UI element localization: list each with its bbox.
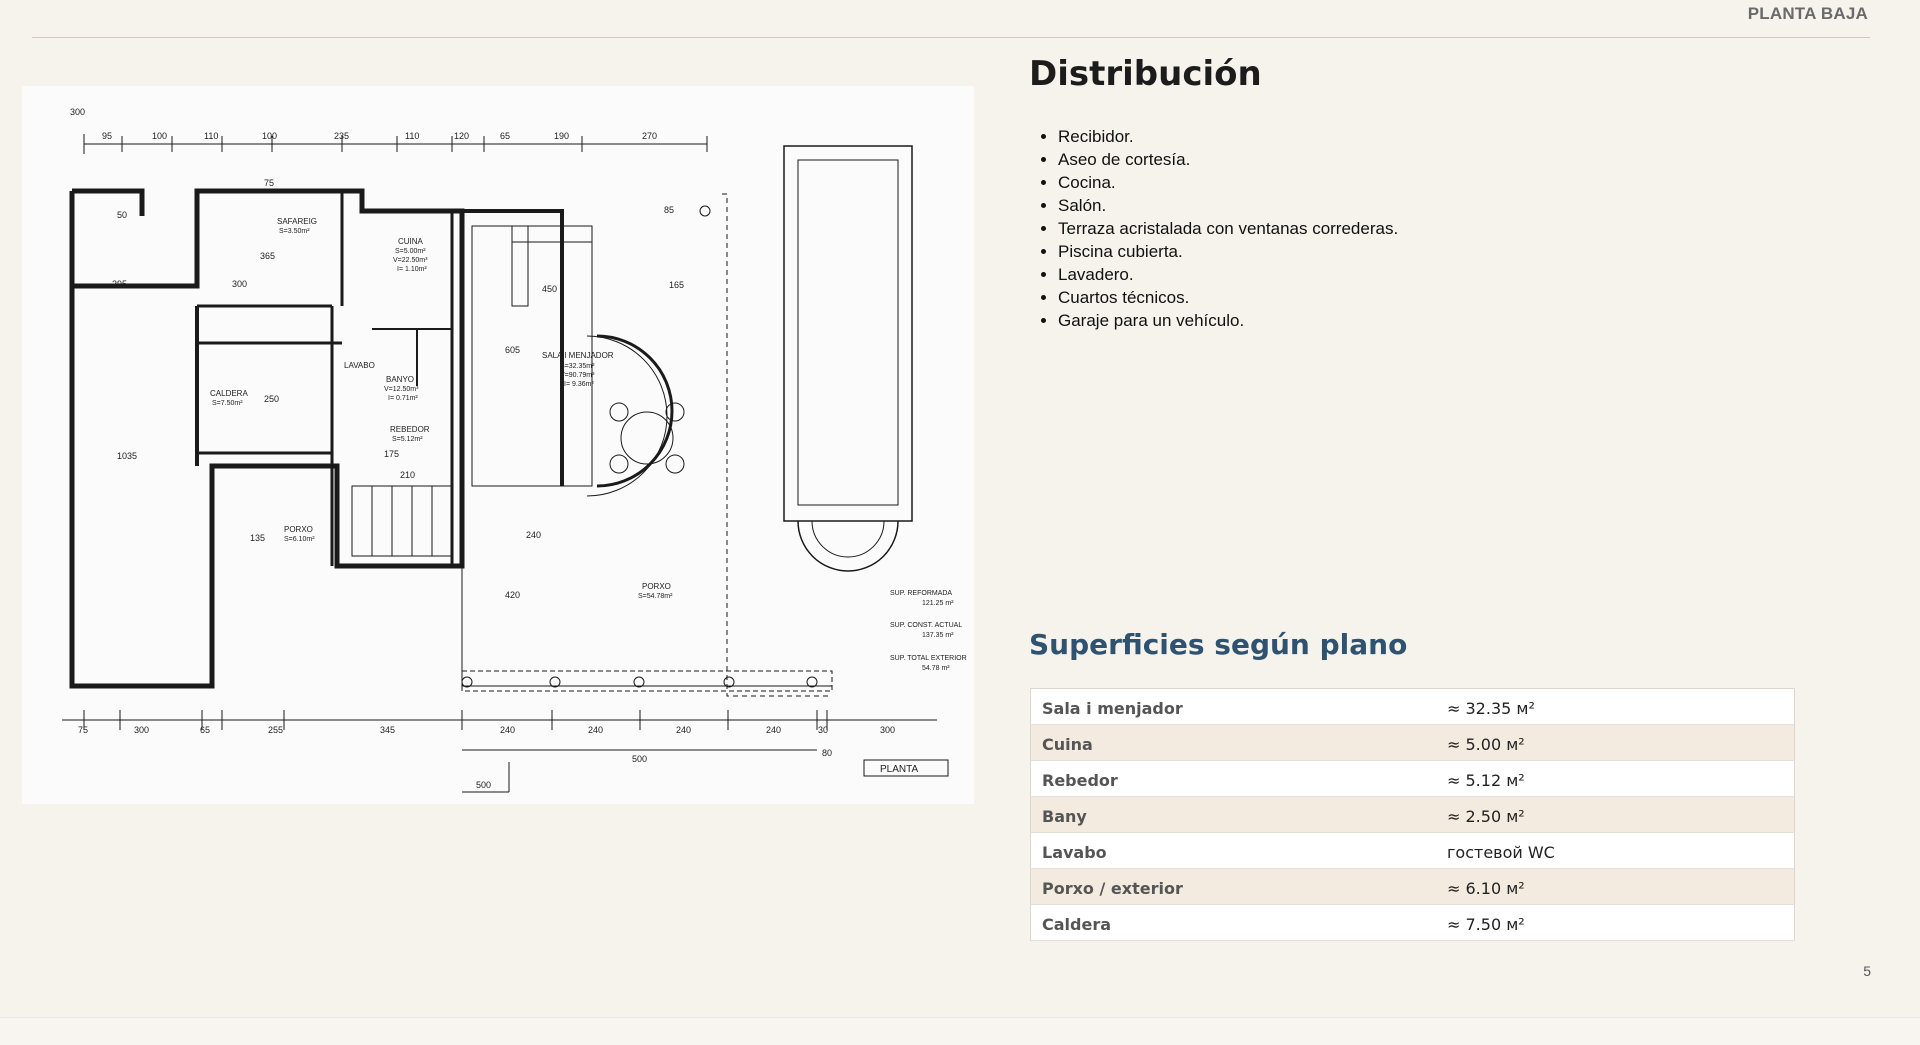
plan-top-dim: 190 (554, 131, 570, 141)
plan-bottom-dim: 240 (676, 725, 692, 735)
superficies-title: Superficies según plano (1029, 628, 1408, 661)
distribucion-title: Distribución (1029, 54, 1262, 94)
table-row (1031, 869, 1795, 905)
plan-room-area: S=32.35m² (560, 363, 595, 370)
plan-inner-dim: 210 (400, 470, 416, 480)
plan-top-dim: 110 (204, 131, 219, 141)
room-area-cell: ≈ 32.35 м² (1436, 689, 1795, 725)
room-name-cell: Caldera (1031, 905, 1437, 941)
room-name-cell: Cuina (1031, 725, 1437, 761)
plan-bottom-dim: 75 (78, 725, 89, 735)
room-name-cell: Porxo / exterior (1031, 869, 1437, 905)
section-header-label: PLANTA BAJA (1747, 4, 1868, 23)
table-row (1031, 761, 1795, 797)
plan-room-label: REBEDOR (390, 425, 430, 434)
room-name-cell: Rebedor (1031, 761, 1437, 797)
distribucion-list (1034, 125, 1398, 332)
room-area-cell: ≈ 5.00 м² (1436, 725, 1795, 761)
plan-bottom-dim: 240 (500, 725, 516, 735)
plan-inner-dim: 300 (232, 279, 248, 289)
list-item: • Garaje para un vehículo. (1058, 309, 1398, 332)
table-row (1031, 797, 1795, 833)
plan-inner-dim: 175 (384, 449, 400, 459)
plan-top-dim: 270 (642, 131, 658, 141)
plan-inner-dim: 250 (264, 394, 280, 404)
room-area-cell: ≈ 7.50 м² (1436, 905, 1795, 941)
plan-inner-dim: 450 (542, 284, 558, 294)
list-item: • Aseo de cortesía. (1058, 148, 1398, 171)
plan-bottom-dim: 255 (268, 725, 284, 735)
plan-bottom-dim: 345 (380, 725, 396, 735)
superficies-table (1030, 688, 1795, 941)
list-item: • Lavadero. (1058, 263, 1398, 286)
plan-bottom-dim: 300 (880, 725, 896, 735)
plan-inner-dim: 1035 (117, 451, 138, 461)
plan-inner-dim: 50 (117, 210, 128, 220)
plan-room-volume: V=12.50m³ (384, 386, 419, 393)
plan-inner-dim: 75 (264, 178, 275, 188)
list-item: • Terraza acristalada con ventanas correderas. (1058, 217, 1398, 240)
plan-sup-value: 121.25 m² (922, 600, 954, 607)
plan-top-dim: 100 (262, 131, 278, 141)
plan-inner-dim: 420 (505, 590, 521, 600)
plan-sup-value: 137.35 m² (922, 632, 954, 639)
plan-stamp-label: PLANTA (880, 764, 919, 775)
plan-sup-value: 54.78 m² (922, 665, 950, 672)
plan-bottom-dim: 240 (766, 725, 782, 735)
header-divider (32, 37, 1870, 38)
room-area-cell: ≈ 6.10 м² (1436, 869, 1795, 905)
plan-bottom-dim: 65 (200, 725, 211, 735)
plan-dim-top-left: 300 (70, 107, 86, 117)
page-number: 5 (1863, 963, 1871, 979)
plan-room-area: S=5.00m² (395, 248, 426, 255)
table-row (1031, 833, 1795, 869)
plan-bottom-dim: 500 (476, 780, 492, 790)
list-item: • Cuartos técnicos. (1058, 286, 1398, 309)
plan-room-area: S=3.50m² (279, 228, 310, 235)
plan-bottom-dim: 240 (588, 725, 604, 735)
list-item: • Cocina. (1058, 171, 1398, 194)
plan-bottom-dim: 300 (134, 725, 150, 735)
plan-room-label: SALA I MENJADOR (542, 351, 614, 360)
plan-room-label: CUINA (398, 237, 423, 246)
table-row (1031, 905, 1795, 941)
plan-sup-label: SUP. REFORMADA (890, 590, 953, 597)
plan-inner-dim: 295 (112, 279, 128, 289)
plan-room-label: PORXO (642, 582, 671, 591)
plan-room-area: S=54.78m² (638, 593, 673, 600)
plan-inner-dim: 605 (505, 345, 521, 355)
plan-inner-dim: 165 (669, 280, 685, 290)
plan-top-dim: 110 (405, 131, 420, 141)
footer-band (0, 1018, 1920, 1045)
room-name-cell: Lavabo (1031, 833, 1437, 869)
plan-room-area: S=5.12m² (392, 436, 423, 443)
plan-top-dim: 65 (500, 131, 511, 141)
list-item: • Recibidor. (1058, 125, 1398, 148)
table-row (1031, 725, 1795, 761)
room-area-cell: гостевой WC (1436, 833, 1795, 869)
plan-room-area: S=6.10m² (284, 536, 315, 543)
plan-top-dim: 100 (152, 131, 168, 141)
plan-sup-label: SUP. TOTAL EXTERIOR (890, 655, 967, 662)
plan-inner-dim: 240 (526, 530, 542, 540)
table-row (1031, 689, 1795, 725)
plan-top-dim: 95 (102, 131, 113, 141)
plan-inner-dim: 365 (260, 251, 276, 261)
room-area-cell: ≈ 5.12 м² (1436, 761, 1795, 797)
plan-inner-dim: 135 (250, 533, 266, 543)
room-name-cell: Bany (1031, 797, 1437, 833)
plan-room-label: BANYO (386, 375, 415, 384)
plan-inner-dim: 85 (664, 205, 675, 215)
plan-bottom-dim: 30 (818, 725, 829, 735)
plan-inner-dim: 80 (822, 748, 833, 758)
room-area-cell: ≈ 2.50 м² (1436, 797, 1795, 833)
plan-inner-dim: 500 (632, 754, 648, 764)
plan-room-volume: V=22.50m³ (393, 257, 428, 264)
plan-room-light: I= 9.36m² (564, 381, 594, 388)
plan-room-light: I= 0.71m² (388, 395, 418, 402)
plan-room-label: LAVABO (344, 361, 375, 370)
room-name-cell: Sala i menjador (1031, 689, 1437, 725)
plan-top-dim: 120 (454, 131, 470, 141)
floor-plan-drawing (22, 86, 974, 804)
floor-plan-image (22, 86, 974, 804)
plan-room-label: CALDERA (210, 389, 248, 398)
plan-room-volume: V=90.79m³ (560, 372, 595, 379)
plan-room-label: PORXO (284, 525, 313, 534)
plan-top-dim: 235 (334, 131, 350, 141)
list-item: • Piscina cubierta. (1058, 240, 1398, 263)
list-item: • Salón. (1058, 194, 1398, 217)
plan-sup-label: SUP. CONST. ACTUAL (890, 622, 963, 629)
plan-room-light: I= 1.10m² (397, 266, 427, 273)
plan-room-label: SAFAREIG (277, 217, 318, 226)
plan-room-area: S=7.50m² (212, 400, 243, 407)
